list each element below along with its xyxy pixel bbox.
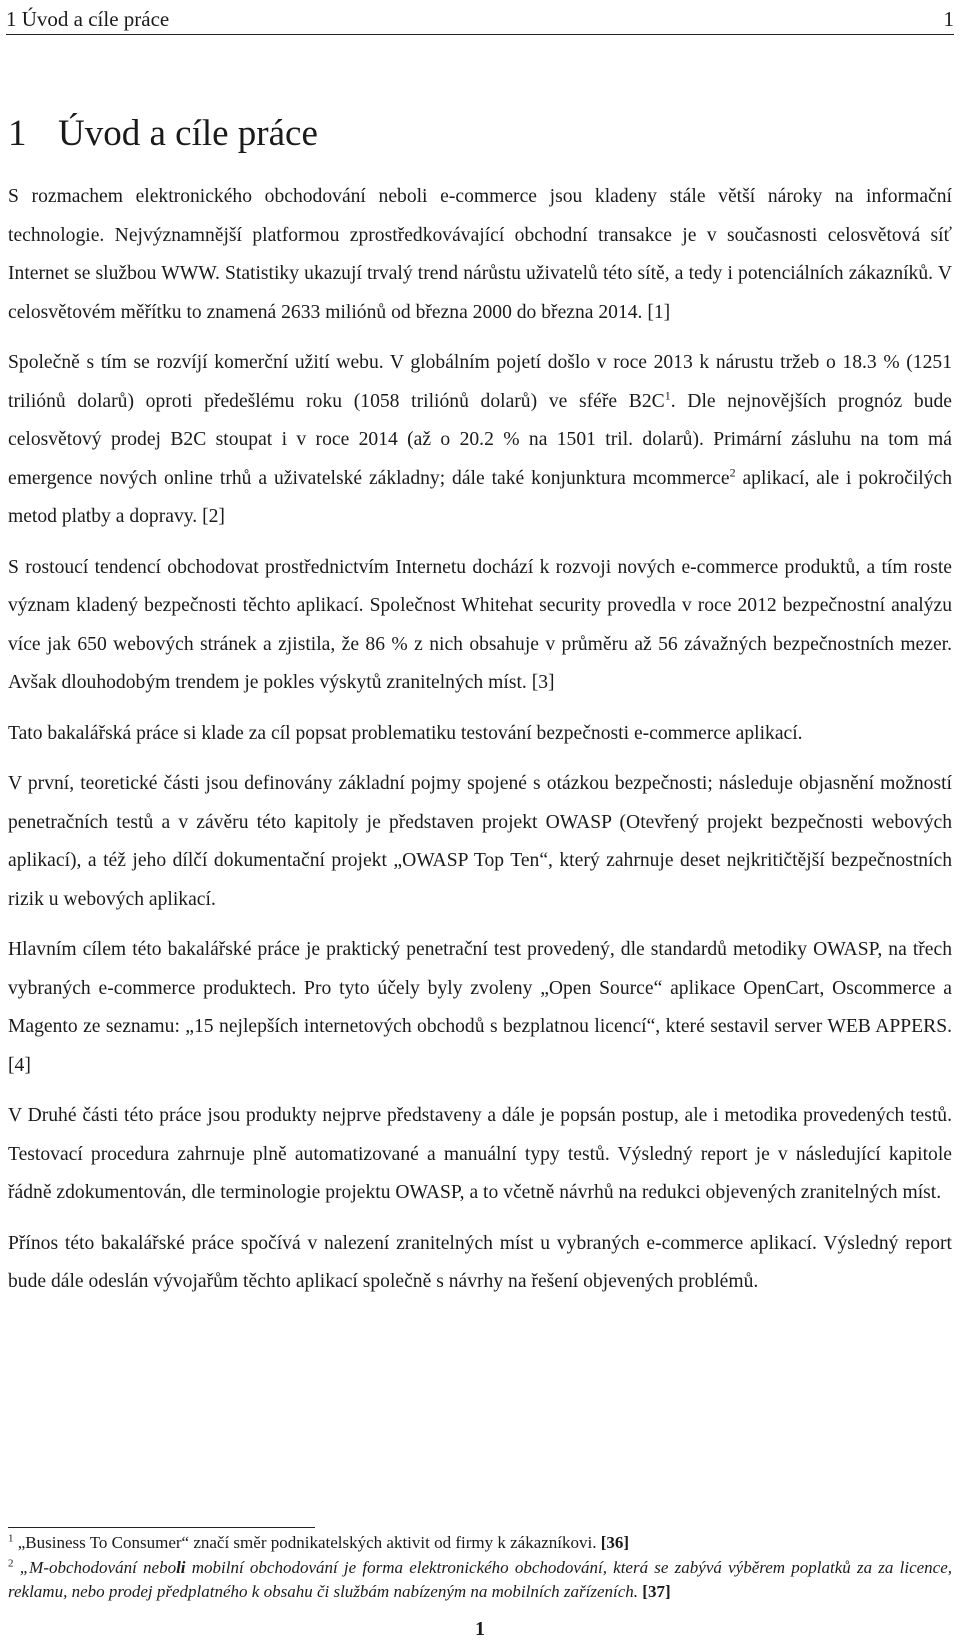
paragraph-3 xyxy=(8,549,952,703)
citation: [3] xyxy=(531,672,555,693)
paragraph-6 xyxy=(8,931,952,1085)
running-header-title: 1 Úvod a cíle práce xyxy=(6,7,170,31)
running-header xyxy=(6,4,954,35)
footnote-text xyxy=(8,1558,952,1602)
paragraph-text: aplikací, ale i pokročilých metod platby a dopravy. xyxy=(8,467,952,527)
paragraph-8: Přínos této bakalářské práce spočívá v nalezení zranitelných míst u vybraných e-commerce aplikací. Výsledný report bude dále odeslán vývojařům těchto aplikací společně s návrhy na řešení objevených problémů. xyxy=(8,1232,952,1292)
body-text xyxy=(8,178,952,1314)
chapter-heading xyxy=(8,108,318,160)
footnote-text-part: mobilní obchodování je forma elektronického obchodování, která se zabývá výběrem poplatků za za licence, reklamu, nebo prodej předplatného k obsahu či službám nabízeným na mobilních zařízeních. xyxy=(8,1557,953,1601)
running-header-page-number: 1 xyxy=(943,7,954,31)
footnote-text-part: „M-obchodování nebo xyxy=(19,1557,177,1577)
footnote-marker: 1 xyxy=(8,1532,14,1545)
paragraph-5: V první, teoretické části jsou definovány základní pojmy spojené s otázkou bezpečnosti; následuje objasnění možností penetračních testů a v závěru této kapitoly je představen projekt OWASP (Otevřený projekt bezpečnosti webových aplikací), a též jeho dílčí dokumentační projekt „OWASP Top Ten“, který zahrnuje deset nejkritičtější bezpečnostních rizik u webových aplikací. xyxy=(8,773,952,910)
chapter-number: 1 xyxy=(8,113,27,154)
footnotes xyxy=(8,1531,952,1605)
citation: [4] xyxy=(8,1054,31,1076)
footnote-separator xyxy=(8,1527,315,1528)
paragraph-4: Tato bakalářská práce si klade za cíl popsat problematiku testování bezpečnosti e-commerce aplikací. xyxy=(8,722,803,744)
footnote-text: „Business To Consumer“ značí směr podnikatelských aktivit od firmy k zákazníkovi. xyxy=(17,1533,597,1552)
footnote-2 xyxy=(8,1556,952,1605)
footnote-text-part: li xyxy=(176,1557,186,1577)
footnote-mark-2: 2 xyxy=(729,464,736,479)
chapter-title: Úvod a cíle práce xyxy=(58,113,318,154)
footnote-1 xyxy=(8,1531,952,1556)
paragraph-2 xyxy=(8,344,952,537)
citation: [36] xyxy=(600,1533,630,1552)
page-number: 1 xyxy=(475,1618,485,1640)
citation: [1] xyxy=(647,301,671,323)
paragraph-text: . Dle nejnovějších prognóz bude celosvětový prodej B2C stoupat i v roce 2014 (až o 20.2 % na 1501 tril. dolarů). Primární zásluhu na tom má emergence nových online trhů a uživatelské základny; dále také konjunktura mcommerce xyxy=(8,390,952,489)
paragraph-1 xyxy=(8,178,952,332)
paragraph-text: S rozmachem elektronického obchodování neboli e-commerce jsou kladeny stále větší nároky na informační technologie. Nejvýznamnější platformou zprostředkovávající obchodní transakce je v současnosti celosvětová síť Internet se službou WWW. Statistiky ukazují trvalý trend nárůstu uživatelů této sítě, a tedy i potenciálních zákazníků. V celosvětovém měřítku to znamená 2633 miliónů od března 2000 do března 2014. xyxy=(8,186,952,323)
footnote-mark-1: 1 xyxy=(664,387,671,402)
paragraph-text: Hlavním cílem této bakalářské práce je praktický penetrační test provedený, dle standardů metodiky OWASP, na třech vybraných e-commerce produktech. Pro tyto účely byly zvoleny „Open Source“ aplikace OpenCart, Oscommerce a Magento ze seznamu: „15 nejlepších internetových obchodů s bezplatnou licencí“, které sestavil server WEB APPERS. xyxy=(8,939,952,1037)
paragraph-text: Společně s tím se rozvíjí komerční užití webu. V globálním pojetí došlo v roce 2013 k nárustu tržeb o 18.3 % (1251 triliónů dolarů) oproti předešlému roku (1058 triliónů dolarů) ve sféře B2C xyxy=(8,352,952,412)
footnote-marker: 2 xyxy=(8,1556,14,1569)
citation: [37] xyxy=(642,1582,671,1601)
paragraph-7: V Druhé části této práce jsou produkty nejprve představeny a dále je popsán postup, ale i metodika provedených testů. Testovací procedura zahrnuje plně automatizované a manuální typy testů. Výsledný report je v následující kapitole řádně zdokumentován, dle terminologie projektu OWASP, a to včetně návrhů na redukci objevených zranitelných míst. xyxy=(8,1105,952,1203)
paragraph-text: S rostoucí tendencí obchodovat prostřednictvím Internetu dochází k rozvoji nových e-commerce produktů, a tím roste význam kladený bezpečnosti těchto aplikací. Společnost Whitehat security provedla v roce 2012 bezpečnostní analýzu více jak 650 webových stránek a zjistila, že 86 % z nich obsahuje v průměru až 56 závažných bezpečnostních mezer. Avšak dlouhodobým trendem je pokles výskytů zranitelných míst. xyxy=(8,556,952,693)
citation: [2] xyxy=(202,506,225,527)
